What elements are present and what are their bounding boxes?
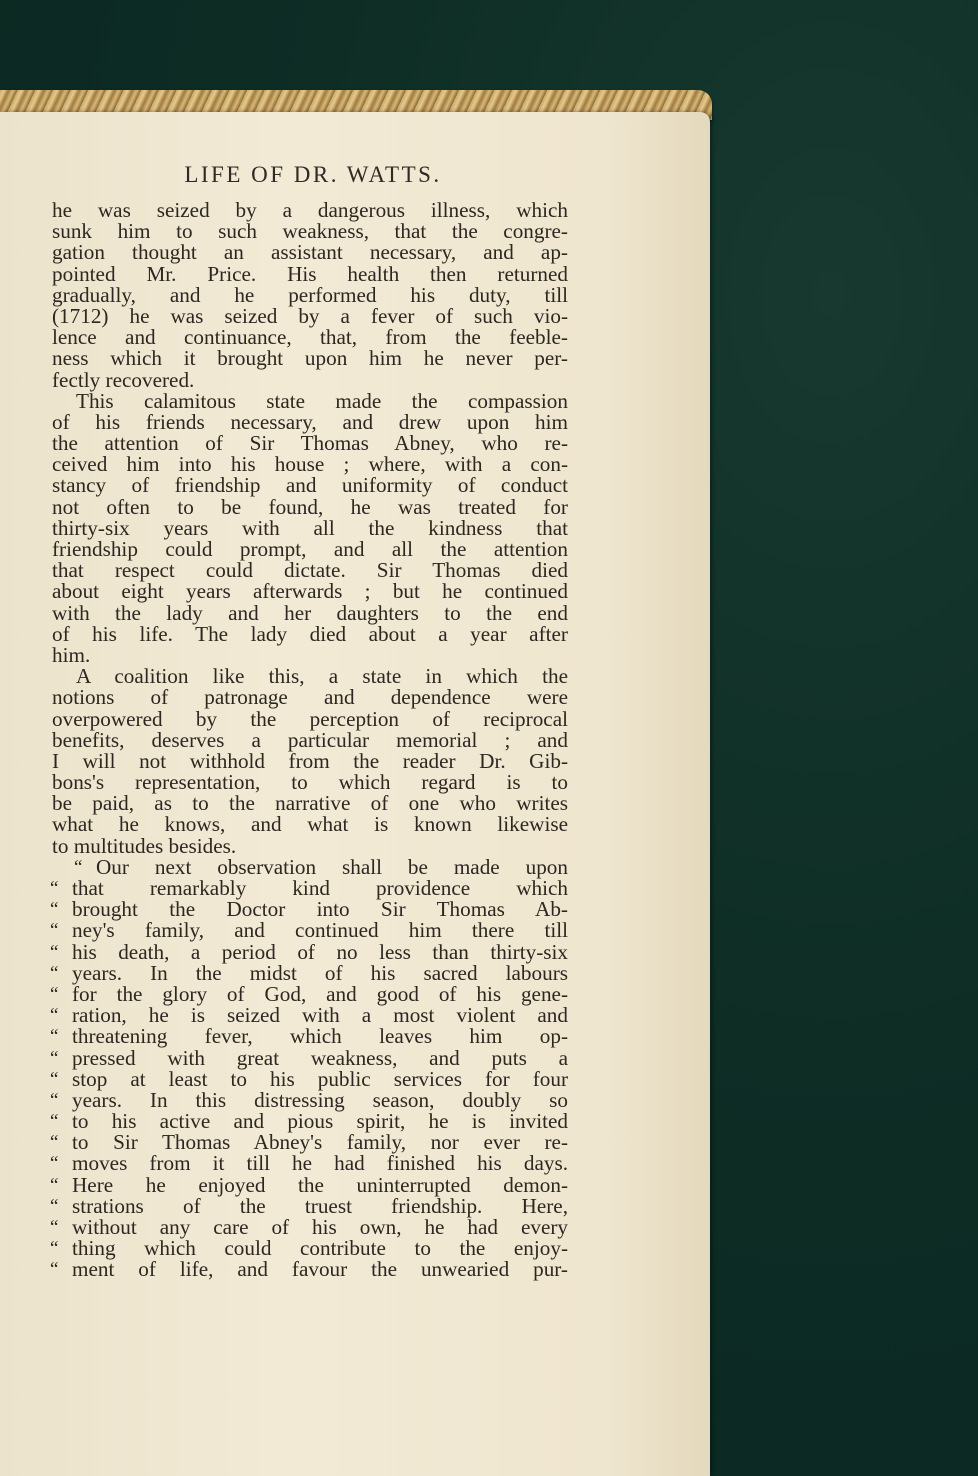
quote-line <box>50 1045 568 1070</box>
quote-text: ration, he is seized with a most violent and <box>72 1003 568 1028</box>
quote-line <box>52 1132 568 1153</box>
quote-mark: “ <box>50 983 59 1005</box>
quote-mark: “ <box>50 1259 59 1281</box>
quote-mark: “ <box>50 941 59 963</box>
text-line: fectly recovered. <box>52 367 195 392</box>
quote-text: years. In this distressing season, doubly so <box>72 1087 568 1112</box>
text-line: the attention of Sir Thomas Abney, who re- <box>52 431 568 456</box>
quote-mark: “ <box>50 962 59 984</box>
quote-mark: “ <box>50 1026 59 1048</box>
quote-line <box>52 878 568 899</box>
body-text <box>52 200 568 1281</box>
quote-line <box>50 1172 568 1197</box>
quote-text: stop at least to his public services for four <box>72 1066 568 1091</box>
text-line: that respect could dictate. Sir Thomas died <box>52 558 568 583</box>
quote-line <box>52 1005 568 1026</box>
quote-line <box>52 1153 568 1174</box>
text-line: to multitudes besides. <box>52 833 237 858</box>
text-line: ness which it brought upon him he never per- <box>52 346 568 371</box>
quote-text: Our next observation shall be made upon <box>96 854 568 879</box>
quote-mark: “ <box>50 920 59 942</box>
quotation-block <box>50 854 568 1282</box>
text-line: sunk him to such weakness, that the congre- <box>52 219 568 244</box>
text-line: pointed Mr. Price. His health then returned <box>52 261 568 286</box>
quote-line <box>52 899 568 920</box>
quote-line <box>50 1087 568 1112</box>
quote-line <box>52 854 568 879</box>
quote-mark: “ <box>50 899 59 921</box>
text-line: gation thought an assistant necessary, and ap- <box>52 240 568 265</box>
text-line: overpowered by the perception of reciprocal <box>52 706 568 731</box>
quote-text: ney's family, and continued him there till <box>72 918 568 943</box>
quote-line <box>52 1259 568 1280</box>
quote-text: for the glory of God, and good of his gene- <box>72 981 568 1006</box>
text-line: friendship could prompt, and all the attention <box>52 537 568 561</box>
quote-line <box>52 1026 568 1047</box>
text-line: notions of patronage and dependence were <box>52 685 568 710</box>
text-line: This calamitous state made the compassion <box>76 388 568 413</box>
quote-mark: “ <box>50 1089 59 1111</box>
quote-line <box>50 939 568 964</box>
quote-mark: “ <box>50 878 59 899</box>
quote-line <box>52 920 568 941</box>
text-line: benefits, deserves a particular memorial ; and <box>52 727 568 752</box>
quote-line <box>52 1238 568 1259</box>
paragraph-2 <box>52 388 568 667</box>
quote-mark: “ <box>50 1174 59 1196</box>
quote-text: Here he enjoyed the uninterrupted demon- <box>72 1172 568 1197</box>
text-line: about eight years afterwards ; but he continued <box>52 579 568 604</box>
quote-mark: “ <box>50 1195 59 1217</box>
quote-text: years. In the midst of his sacred labours <box>72 960 568 985</box>
text-line: with the lady and her daughters to the end <box>52 600 568 625</box>
quote-line <box>52 1217 568 1238</box>
quote-mark: “ <box>50 1047 59 1069</box>
quote-text: strations of the truest friendship. Here, <box>72 1193 568 1218</box>
text-line: what he knows, and what is known likewise <box>52 812 568 837</box>
text-line: ceived him into his house ; where, with a con- <box>52 452 568 477</box>
text-line: be paid, as to the narrative of one who writes <box>52 791 568 816</box>
text-line: thirty-six years with all the kindness that <box>52 515 568 540</box>
text-line: I will not withhold from the reader Dr. Gib- <box>52 748 568 773</box>
quote-mark: “ <box>50 1217 59 1238</box>
quote-text: ment of life, and favour the unwearied pur- <box>72 1257 568 1282</box>
quote-line <box>50 1193 568 1218</box>
quote-text: threatening fever, which leaves him op- <box>72 1024 568 1049</box>
quote-line <box>50 960 568 985</box>
quote-text: moves from it till he had finished his days. <box>72 1151 568 1176</box>
quote-mark: “ <box>50 1238 59 1260</box>
quote-text: to Sir Thomas Abney's family, nor ever re- <box>72 1130 568 1155</box>
quote-mark: “ <box>50 1111 59 1133</box>
quote-text: pressed with great weakness, and puts a <box>72 1045 568 1070</box>
text-line: lence and continuance, that, from the feeble- <box>52 325 568 350</box>
quote-text: to his active and pious spirit, he is invited <box>72 1109 568 1134</box>
running-head: LIFE OF DR. WATTS. <box>184 162 442 187</box>
text-line: stancy of friendship and uniformity of conduct <box>52 473 568 498</box>
quote-text: brought the Doctor into Sir Thomas Ab- <box>72 897 568 922</box>
quote-mark: “ <box>50 1005 59 1027</box>
text-line: him. <box>52 642 91 667</box>
quote-mark: “ <box>50 1068 59 1090</box>
text-line: bons's representation, to which regard is to <box>52 770 568 795</box>
text-line: gradually, and he performed his duty, till <box>52 282 568 307</box>
quote-line <box>52 1111 568 1132</box>
text-line: of his life. The lady died about a year after <box>52 621 568 646</box>
quote-text: his death, a period of no less than thirty-six <box>72 939 568 964</box>
paragraph-3 <box>52 666 568 857</box>
text-line: A coalition like this, a state in which the <box>76 664 568 689</box>
quote-line <box>50 981 568 1006</box>
text-line: of his friends necessary, and drew upon him <box>52 409 568 434</box>
quote-text: that remarkably kind providence which <box>72 876 568 900</box>
quote-mark: “ <box>50 1132 59 1154</box>
quote-mark: “ <box>74 856 83 878</box>
book-page <box>0 112 710 1476</box>
paragraph-1 <box>52 200 568 391</box>
quote-text: without any care of his own, he had every <box>72 1215 568 1239</box>
quote-line <box>50 1066 568 1091</box>
text-line: he was seized by a dangerous illness, which <box>52 198 568 222</box>
text-line: not often to be found, he was treated for <box>52 494 568 519</box>
quote-text: thing which could contribute to the enjoy- <box>72 1236 568 1261</box>
text-line: (1712) he was seized by a fever of such vio- <box>52 303 568 328</box>
quote-mark: “ <box>50 1153 59 1175</box>
